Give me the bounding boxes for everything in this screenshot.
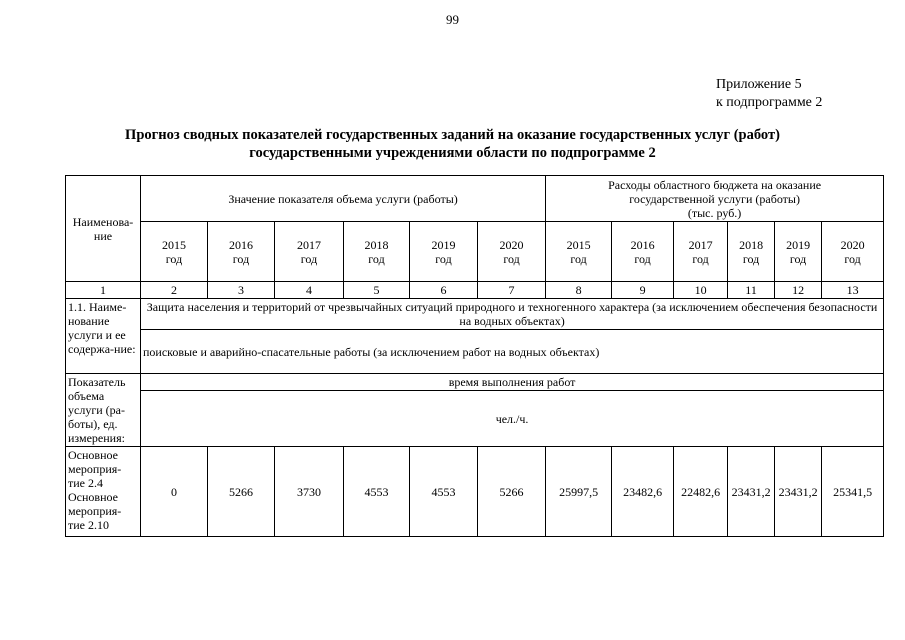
budget-value-cell: 23482,6 bbox=[612, 447, 674, 537]
year-unit: год bbox=[300, 251, 318, 266]
year-unit: год bbox=[692, 251, 709, 266]
year-value: 2017 bbox=[297, 237, 321, 252]
year-unit: год bbox=[634, 251, 651, 266]
header-row-groups bbox=[66, 176, 884, 222]
volume-value-cell: 4553 bbox=[410, 447, 478, 537]
year-cell bbox=[344, 222, 410, 282]
year-cell bbox=[775, 222, 822, 282]
document-title-line-2: государственными учреждениями области по подпрограмме 2 bbox=[249, 145, 656, 161]
year-value: 2016 bbox=[630, 237, 655, 252]
service-name-row bbox=[66, 299, 884, 330]
year-value: 2015 bbox=[566, 237, 591, 252]
column-number: 9 bbox=[612, 282, 674, 299]
budget-value-cell: 23431,2 bbox=[775, 447, 822, 537]
header-budget-line-1: Расходы областного бюджета на оказание bbox=[608, 177, 822, 192]
appendix-note bbox=[716, 76, 822, 112]
header-name-cell bbox=[66, 176, 141, 282]
data-row-label: Основное мероприя-тие 2.4 Основное мероприя-тие 2.10 bbox=[68, 448, 122, 532]
header-budget-group bbox=[546, 176, 884, 222]
service-content: поисковые и аварийно-спасательные работы (за исключением работ на водных объектах) bbox=[143, 344, 600, 359]
data-row bbox=[66, 447, 884, 537]
year-unit: год bbox=[503, 251, 520, 266]
budget-value-cell: 23431,2 bbox=[728, 447, 775, 537]
volume-value-cell: 3730 bbox=[275, 447, 344, 537]
year-value: 2019 bbox=[786, 237, 811, 252]
header-budget-line-2: государственной услуги (работы) bbox=[629, 191, 800, 206]
column-number: 4 bbox=[275, 282, 344, 299]
year-unit: год bbox=[232, 251, 250, 266]
service-label: 1.1. Наиме-нование услуги и ее содержа-ние: bbox=[68, 300, 136, 356]
year-value: 2020 bbox=[840, 237, 865, 252]
header-volume-group bbox=[141, 176, 546, 222]
header-volume-label: Значение показателя объема услуги (работы) bbox=[228, 191, 458, 206]
column-number: 5 bbox=[344, 282, 410, 299]
column-number: 7 bbox=[478, 282, 546, 299]
year-unit: год bbox=[789, 251, 807, 266]
column-number: 13 bbox=[822, 282, 884, 299]
service-name-cell bbox=[141, 299, 884, 330]
year-value: 2020 bbox=[499, 237, 524, 252]
service-content-row bbox=[66, 330, 884, 374]
document-title bbox=[0, 126, 905, 162]
year-value: 2015 bbox=[162, 237, 186, 252]
column-number: 3 bbox=[208, 282, 275, 299]
year-unit: год bbox=[844, 251, 861, 266]
year-cell bbox=[546, 222, 612, 282]
year-cell bbox=[478, 222, 546, 282]
page-number: 99 bbox=[446, 12, 459, 27]
document-title-line-1: Прогноз сводных показателей государственных заданий на оказание государственных услуг (работ) bbox=[125, 127, 780, 143]
year-value: 2018 bbox=[364, 237, 389, 252]
column-number: 2 bbox=[141, 282, 208, 299]
column-number: 10 bbox=[674, 282, 728, 299]
appendix-line-1: Приложение 5 bbox=[716, 77, 802, 92]
service-name: Защита населения и территорий от чрезвычайных ситуаций природного и техногенного характера (за исключением обеспечения безопасности на водных объектах) bbox=[146, 300, 878, 328]
column-number-row bbox=[66, 282, 884, 299]
column-number: 1 bbox=[66, 282, 141, 299]
year-unit: год bbox=[570, 251, 587, 266]
service-label-cell bbox=[66, 299, 141, 374]
budget-value-cell: 25997,5 bbox=[546, 447, 612, 537]
year-value: 2016 bbox=[229, 237, 253, 252]
indicator-name-cell bbox=[141, 374, 884, 391]
year-cell bbox=[674, 222, 728, 282]
year-cell bbox=[141, 222, 208, 282]
header-name-label: Наименова-ние bbox=[72, 214, 134, 243]
indicator-label-cell bbox=[66, 374, 141, 447]
header-row-years bbox=[66, 222, 884, 282]
volume-value-cell: 0 bbox=[141, 447, 208, 537]
indicator-name-row bbox=[66, 374, 884, 391]
year-cell bbox=[275, 222, 344, 282]
indicator-unit-row bbox=[66, 391, 884, 447]
year-unit: год bbox=[368, 251, 385, 266]
column-number: 11 bbox=[728, 282, 775, 299]
indicator-name: время выполнения работ bbox=[448, 375, 576, 389]
header-budget-line-3: (тыс. руб.) bbox=[687, 205, 742, 220]
year-value: 2017 bbox=[688, 237, 713, 252]
year-unit: год bbox=[742, 251, 760, 266]
service-content-cell bbox=[141, 330, 884, 374]
volume-value-cell: 4553 bbox=[344, 447, 410, 537]
budget-value-cell: 25341,5 bbox=[822, 447, 884, 537]
year-cell bbox=[822, 222, 884, 282]
column-number: 6 bbox=[410, 282, 478, 299]
year-value: 2019 bbox=[431, 237, 456, 252]
year-value: 2018 bbox=[739, 237, 764, 252]
appendix-line-2: к подпрограмме 2 bbox=[716, 95, 823, 110]
volume-value-cell: 5266 bbox=[208, 447, 275, 537]
year-cell bbox=[208, 222, 275, 282]
indicator-label: Показатель объема услуги (ра-боты), ед. измерения: bbox=[68, 375, 126, 445]
indicators-table bbox=[65, 175, 884, 537]
year-cell bbox=[612, 222, 674, 282]
data-row-label-cell bbox=[66, 447, 141, 537]
year-unit: год bbox=[435, 251, 452, 266]
column-number: 12 bbox=[775, 282, 822, 299]
indicator-unit-cell bbox=[141, 391, 884, 447]
volume-value-cell: 5266 bbox=[478, 447, 546, 537]
year-cell bbox=[728, 222, 775, 282]
indicator-unit: чел./ч. bbox=[495, 411, 529, 426]
budget-value-cell: 22482,6 bbox=[674, 447, 728, 537]
column-number: 8 bbox=[546, 282, 612, 299]
year-unit: год bbox=[165, 251, 183, 266]
year-cell bbox=[410, 222, 478, 282]
